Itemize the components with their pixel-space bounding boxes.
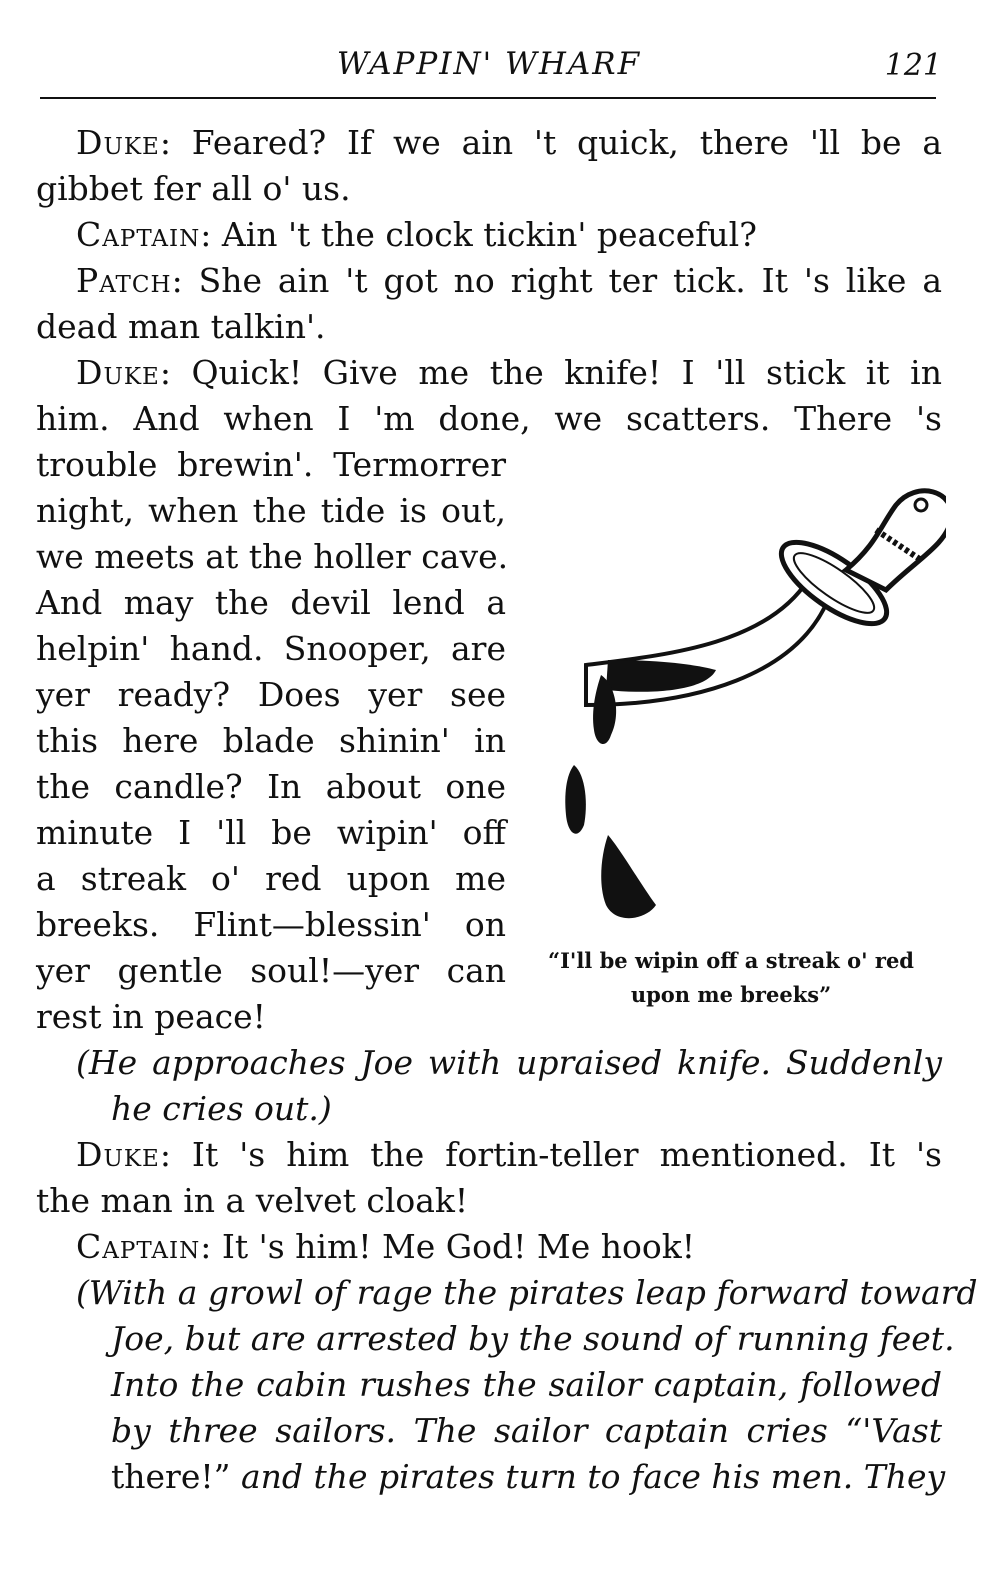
stage-direction: (With a growl of rage the pirates leap forward toward [76, 1273, 978, 1312]
running-header [36, 46, 942, 86]
knife-illustration [546, 465, 946, 935]
speaker-name: Captain [76, 1227, 201, 1266]
text-line: yer ready? Does yer see [36, 675, 506, 714]
text-line: trouble brewin'. Termorrer [36, 445, 506, 484]
header-rule [40, 97, 936, 99]
speaker-name: Duke [76, 353, 160, 392]
text-line: helpin' hand. Snooper, are [36, 629, 506, 668]
stage-direction: by three sailors. The sailor captain cries “'Vast [111, 1411, 942, 1450]
speaker-name: Captain [76, 215, 201, 254]
text-line: night, when the tide is out, [36, 491, 506, 530]
text-line: gibbet fer all o' us. [36, 169, 351, 208]
text-line: And may the devil lend a [36, 583, 506, 622]
text-line: rest in peace! [36, 997, 266, 1036]
blood-drop [601, 835, 656, 918]
text-line: him. And when I 'm done, we scatters. There 's [36, 399, 942, 438]
text-line: Captain: Ain 't the clock tickin' peaceful? [76, 215, 757, 254]
text-line: this here blade shinin' in [36, 721, 506, 760]
text-line: Duke: Feared? If we ain 't quick, there 'll be a [76, 123, 942, 162]
text-line: the man in a velvet cloak! [36, 1181, 469, 1220]
stage-direction: (He approaches Joe with upraised knife. Suddenly [76, 1043, 942, 1082]
text-line: we meets at the holler cave. [36, 537, 509, 576]
speaker-name: Duke [76, 1135, 160, 1174]
text-line: dead man talkin'. [36, 307, 326, 346]
blood-drop [565, 765, 586, 834]
text-line: yer gentle soul!—yer can [36, 951, 506, 990]
stage-direction: there!” and the pirates turn to face his men. They [111, 1457, 946, 1496]
text-line: Patch: She ain 't got no right ter tick. It 's like a [76, 261, 942, 300]
text-line: minute I 'll be wipin' off [36, 813, 506, 852]
running-title: WAPPIN' WHARF [336, 46, 642, 82]
text-line: Duke: It 's him the fortin-teller mentioned. It 's [76, 1135, 942, 1174]
speaker-name: Duke [76, 123, 160, 162]
speaker-name: Patch [76, 261, 172, 300]
text-line: the candle? In about one [36, 767, 506, 806]
text-line: Duke: Quick! Give me the knife! I 'll stick it in [76, 353, 942, 392]
page-number: 121 [884, 48, 942, 83]
stage-direction: he cries out.) [111, 1089, 332, 1128]
text-line: Captain: It 's him! Me God! Me hook! [76, 1227, 695, 1266]
illustration-caption: “I'll be wipin off a streak o' red upon me breeks” [548, 948, 914, 1007]
text-line: breeks. Flint—blessin' on [36, 905, 506, 944]
book-page [36, 0, 978, 1577]
text-line: a streak o' red upon me [36, 859, 506, 898]
stage-direction: Into the cabin rushes the sailor captain, followed [111, 1365, 942, 1404]
stage-direction: Joe, but are arrested by the sound of running feet. [111, 1319, 955, 1358]
